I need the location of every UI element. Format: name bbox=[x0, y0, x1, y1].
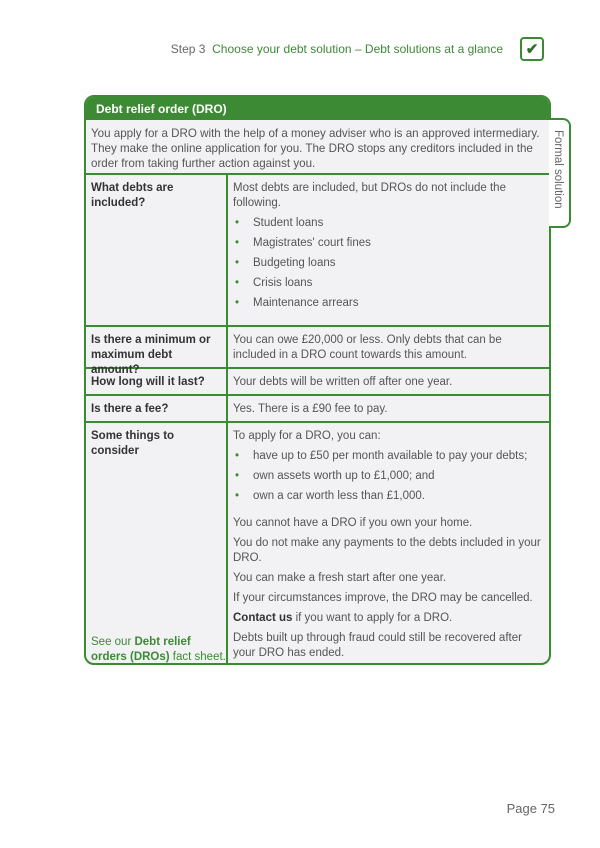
contact-us-link[interactable]: Contact us bbox=[233, 612, 293, 624]
dro-card bbox=[84, 95, 551, 665]
see-pre: See our bbox=[91, 636, 135, 648]
see-post: fact sheet. bbox=[169, 651, 226, 663]
para: You do not make any payments to the debts included in your DRO. bbox=[233, 537, 541, 564]
row-label: Is there a minimum or maximum debt amount? bbox=[86, 327, 228, 367]
row-label: Is there a fee? bbox=[86, 396, 228, 421]
row-value: Yes. There is a £90 fee to pay. bbox=[233, 403, 388, 415]
list-item: • Magistrates' court fines bbox=[233, 236, 544, 251]
para: You can make a fresh start after one year. bbox=[233, 572, 447, 584]
step-label: Step 3 bbox=[170, 42, 206, 56]
page-number: Page 75 bbox=[506, 801, 555, 816]
bullet-list bbox=[233, 449, 544, 504]
table-row bbox=[86, 175, 549, 327]
list-item: • own assets worth up to £1,000; and bbox=[233, 469, 544, 484]
list-item: • Crisis loans bbox=[233, 276, 544, 291]
row-label bbox=[86, 423, 228, 665]
page-header bbox=[171, 42, 503, 56]
fact-sheet-link[interactable]: Debt relief orders (DROs) bbox=[91, 636, 191, 663]
card-intro: You apply for a DRO with the help of a money adviser who is an approved intermediary. They make the online application for you. The DRO stops any creditors included in the order from taking further action against you. bbox=[86, 120, 549, 175]
table-row bbox=[86, 369, 549, 396]
list-item: • Maintenance arrears bbox=[233, 296, 544, 311]
table-row bbox=[86, 327, 549, 376]
list-item: • have up to £50 per month available to pay your debts; bbox=[233, 449, 544, 464]
card-title: Debt relief order (DRO) bbox=[86, 97, 549, 120]
contact-rest: if you want to apply for a DRO. bbox=[292, 612, 453, 624]
bullet-list bbox=[233, 216, 544, 311]
list-item: • Budgeting loans bbox=[233, 256, 544, 271]
row-text: To apply for a DRO, you can: bbox=[233, 430, 381, 442]
section-title: Choose your debt solution – Debt solutions at a glance bbox=[212, 42, 503, 56]
fact-sheet-note bbox=[91, 635, 226, 665]
side-tab-label: Formal solution bbox=[552, 130, 564, 209]
row-value: Your debts will be written off after one year. bbox=[233, 376, 453, 388]
row-label: What debts are included? bbox=[86, 175, 228, 325]
para: If your circumstances improve, the DRO may be cancelled. bbox=[233, 592, 533, 604]
list-item: • Student loans bbox=[233, 216, 544, 231]
side-tab bbox=[549, 118, 571, 228]
table-row bbox=[86, 423, 549, 665]
table-row bbox=[86, 396, 549, 423]
row-value bbox=[228, 423, 549, 665]
list-item: • own a car worth less than £1,000. bbox=[233, 489, 544, 504]
checkmark-icon: ✔ bbox=[520, 37, 544, 61]
para: You cannot have a DRO if you own your home. bbox=[233, 517, 473, 529]
row-value: You can owe £20,000 or less. Only debts that can be included in a DRO count towards this amount. bbox=[233, 334, 502, 361]
contact-para bbox=[233, 611, 544, 626]
row-label-text: Some things to consider bbox=[91, 430, 175, 457]
row-value bbox=[228, 175, 549, 325]
row-label: How long will it last? bbox=[86, 369, 228, 394]
row-text: Most debts are included, but DROs do not include the following. bbox=[233, 182, 506, 209]
para: Debts built up through fraud could still be recovered after your DRO has ended. bbox=[233, 632, 522, 659]
